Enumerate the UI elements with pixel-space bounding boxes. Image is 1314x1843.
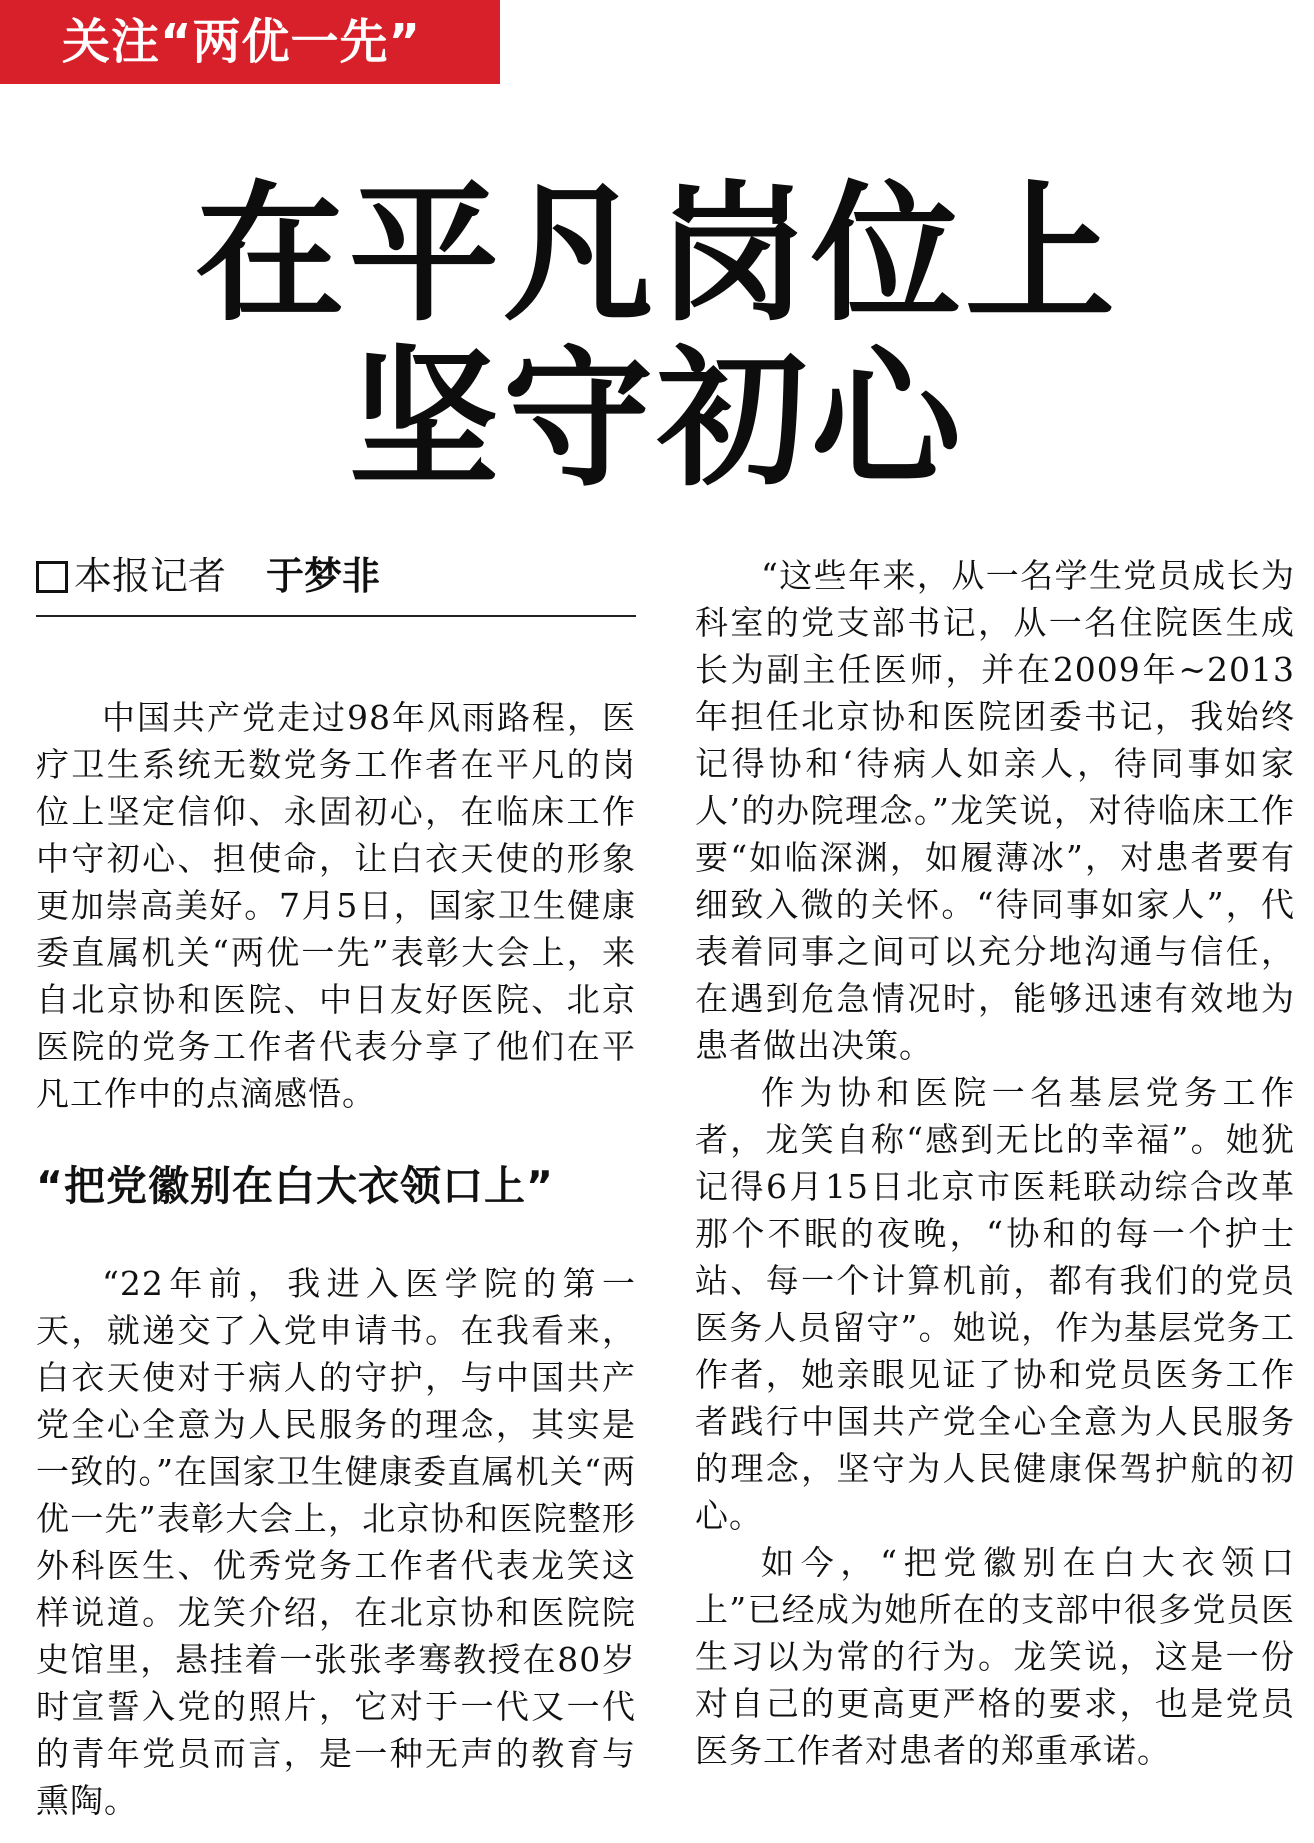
- byline-divider: [36, 615, 636, 617]
- headline-line-2: 坚守初心: [348, 333, 965, 507]
- body-paragraph: “这些年来，从一名学生党员成长为科室的党支部书记，从一名住院医生成长为副主任医师，并在2009年~2013年担任北京协和医院团委书记，我始终记得协和‘待病人如亲人，待同事如家人’的办院理念。”龙笑说，对待临床工作要“如临深渊，如履薄冰”，对患者要有细致入微的关怀。“待同事如家人”，代表着同事之间可以充分地沟通与信任，在遇到危急情况时，能够迅速有效地为患者做出决策。: [695, 556, 1295, 1065]
- article-right-column: [695, 552, 1295, 1774]
- square-icon: [36, 561, 68, 593]
- byline-author: 于梦非: [266, 554, 381, 598]
- byline: [36, 551, 636, 601]
- body-paragraph: 作为协和医院一名基层党务工作者，龙笑自称“感到无比的幸福”。她犹记得6月15日北京市医耗联动综合改革那个不眠的夜晚，“协和的每一个护士站、每一个计算机前，都有我们的党员医务人员留守”。她说，作为基层党务工作者，她亲眼见证了协和党员医务工作者践行中国共产党全心全意为人民服务的理念，坚守为人民健康保驾护航的初心。: [695, 1073, 1295, 1535]
- body-paragraph: “22年前，我进入医学院的第一天，就递交了入党申请书。在我看来，白衣天使对于病人的守护，与中国共产党全心全意为人民服务的理念，其实是一致的。”在国家卫生健康委直属机关“两优一先”表彰大会上，北京协和医院整形外科医生、优秀党务工作者代表龙笑这样说道。龙笑介绍，在北京协和医院院史馆里，悬挂着一张张孝骞教授在80岁时宣誓入党的照片，它对于一代又一代的青年党员而言，是一种无声的教育与熏陶。: [36, 1264, 636, 1820]
- byline-label: 本报记者: [74, 554, 227, 598]
- section-kicker: 关注“两优一先”: [0, 0, 500, 84]
- body-paragraph: 如今，“把党徽别在白大衣领口上”已经成为她所在的支部中很多党员医生习以为常的行为。龙笑说，这是一份对自己的更高更严格的要求，也是党员医务工作者对患者的郑重承诺。: [695, 1543, 1295, 1770]
- article-intro: [36, 694, 636, 1117]
- article-left-body: [36, 1260, 636, 1824]
- intro-paragraph: 中国共产党走过98年风雨路程，医疗卫生系统无数党务工作者在平凡的岗位上坚定信仰、永固初心，在临床工作中守初心、担使命，让白衣天使的形象更加崇高美好。7月5日，国家卫生健康委直属机关“两优一先”表彰大会上，来自北京协和医院、中日友好医院、北京医院的党务工作者代表分享了他们在平凡工作中的点滴感悟。: [36, 698, 636, 1113]
- article-subhead: “把党徽别在白大衣领口上”: [36, 1162, 554, 1210]
- headline-line-1: 在平凡岗位上: [194, 168, 1119, 342]
